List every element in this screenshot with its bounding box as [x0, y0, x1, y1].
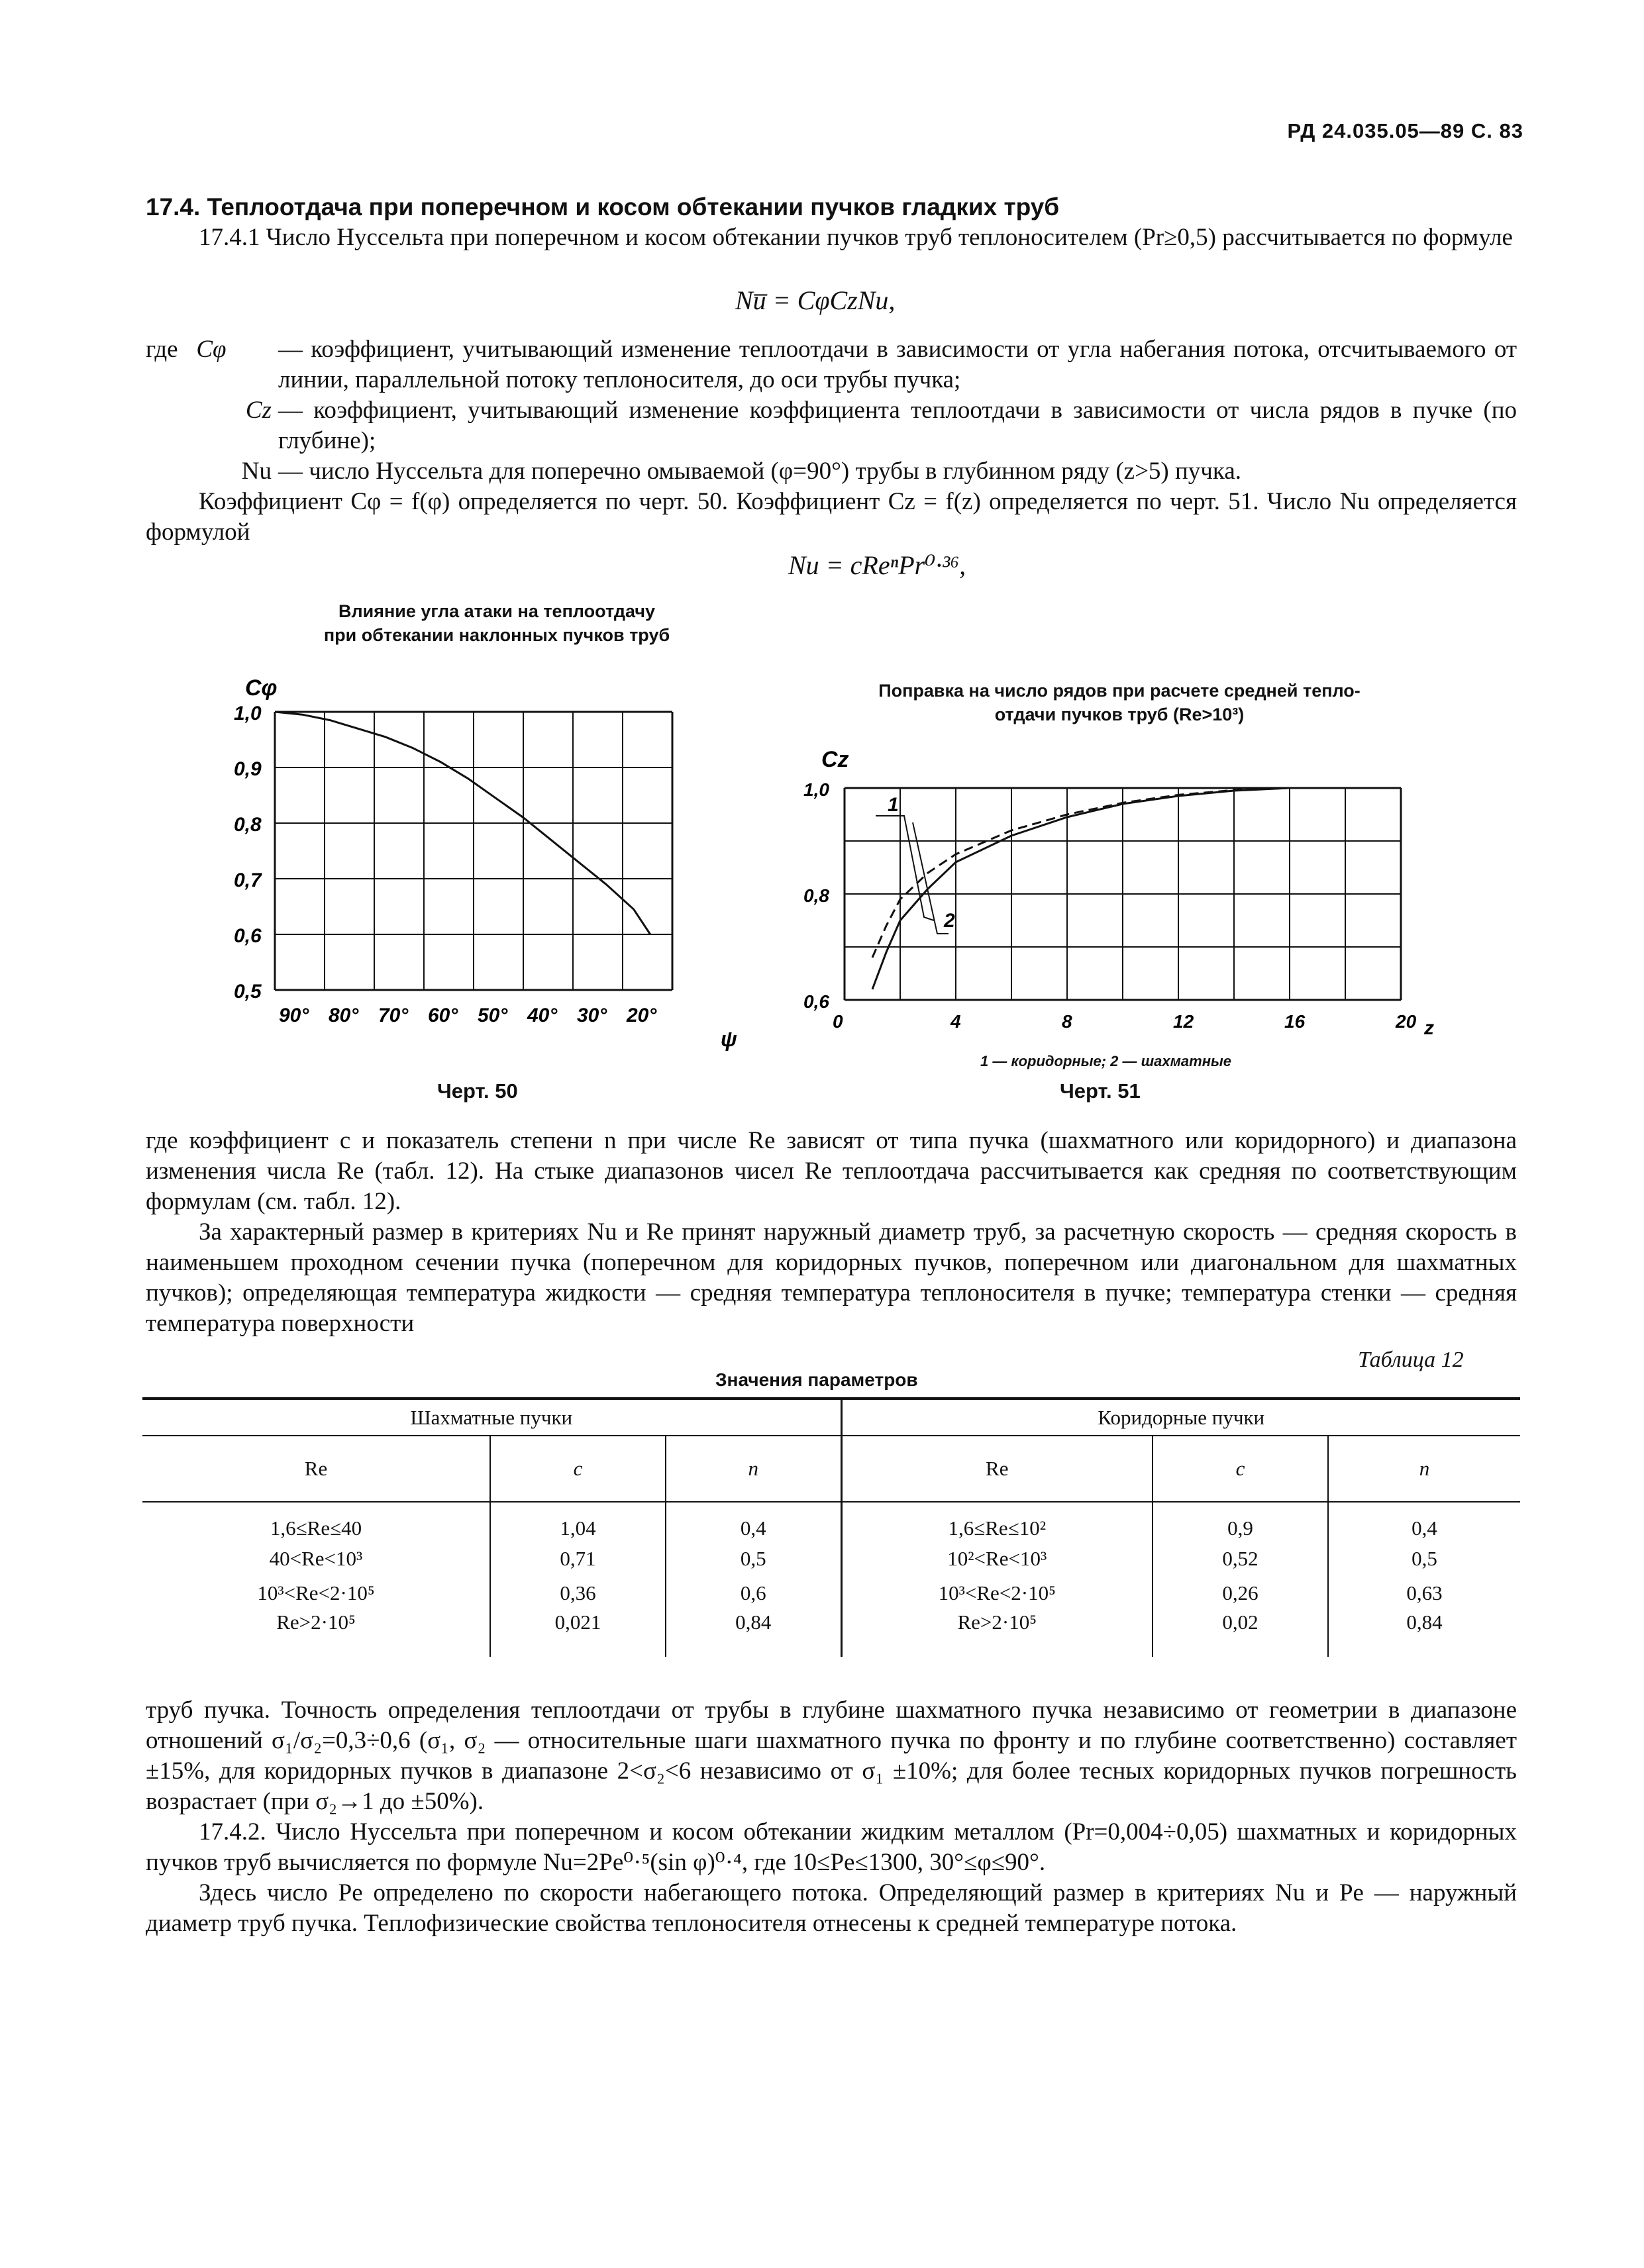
table-cell-n: 0,5	[666, 1542, 841, 1576]
table-cell-re: 40<Re<10³	[269, 1547, 363, 1570]
chart50-title: Влияние угла атаки на теплоотдачу при обтекании наклонных пучков труб	[323, 601, 670, 645]
chart51-leader-2	[913, 822, 949, 934]
chart51-leader-1	[876, 816, 934, 920]
chart51-x-tick-label: 20	[1396, 1011, 1417, 1032]
chart51-title: Поправка на число рядов при расчете средней тепло- отдачи пучков труб (Re>10³)	[878, 681, 1361, 724]
table-group-staggered: Шахматные пучки	[410, 1405, 573, 1429]
chart51-x-tick-label: 8	[1062, 1011, 1072, 1032]
chart50-grid	[275, 712, 672, 990]
page-header: РД 24.035.05—89 С. 83	[1287, 119, 1523, 142]
table-cell-re: 1,6≤Re≤40	[270, 1516, 362, 1540]
definition-symbol: Cz	[245, 397, 272, 424]
body-after-table	[146, 1695, 1517, 1939]
chart51-curve-label-1: 1	[888, 794, 899, 816]
table-header-re: Re	[304, 1457, 328, 1480]
chart50-y-tick-label: 1,0	[234, 703, 262, 724]
chart50-x-tick-label: 90°	[279, 1005, 309, 1026]
table-caption: Таблица 12	[1358, 1348, 1464, 1372]
chart51-x-tick-label: 16	[1284, 1011, 1306, 1032]
definition-symbol: где Cφ	[146, 336, 227, 363]
chart51-y-ticks	[803, 779, 829, 1012]
table-row	[142, 1610, 1520, 1657]
table-cell-c: 0,26	[1153, 1576, 1328, 1610]
chart50-y-tick-label: 0,7	[234, 869, 262, 891]
chart50-caption: Черт. 50	[437, 1079, 518, 1103]
table-cell-n: 0,4	[1328, 1502, 1520, 1542]
chart51	[795, 735, 1457, 1046]
table-cell-c: 0,52	[1153, 1542, 1328, 1576]
table-cell-c: 1,04	[490, 1502, 666, 1542]
table-cell-n: 0,84	[666, 1610, 841, 1657]
table-cell-c: 0,02	[1153, 1610, 1328, 1657]
body-after-charts	[146, 1126, 1517, 1339]
table-header-c: c	[1153, 1436, 1328, 1502]
definition-text: — число Нуссельта для поперечно омываемой (φ=90°) трубы в глубинном ряду (z>5) пучка.	[278, 458, 1242, 485]
definitions-list	[146, 334, 1517, 548]
chart51-curve-corridor	[872, 788, 1401, 989]
table-header-n: n	[666, 1436, 841, 1502]
chart50-y-ticks	[234, 703, 262, 1003]
table-cell-re: Re>2·10⁵	[841, 1610, 1153, 1657]
chart50-x-tick-label: 20°	[627, 1005, 657, 1026]
section-title: 17.4. Теплоотдача при поперечном и косом обтекании пучков гладких труб	[146, 193, 1060, 221]
chart50-ylabel: Cφ	[245, 675, 278, 701]
table-cell-re: 1,6≤Re≤10²	[841, 1502, 1153, 1542]
table-cell-n: 0,63	[1328, 1576, 1520, 1610]
chart51-caption: Черт. 51	[1060, 1079, 1141, 1103]
table-cell-re: Re>2·10⁵	[276, 1610, 356, 1634]
table-cell-c: 0,71	[490, 1542, 666, 1576]
parameters-table	[142, 1397, 1520, 1657]
table-cell-c: 0,36	[490, 1576, 666, 1610]
table-column-header	[142, 1436, 1520, 1502]
chart50-x-tick-label: 30°	[577, 1005, 607, 1026]
chart51-y-tick-label: 0,6	[803, 991, 829, 1012]
table-group-header	[142, 1399, 1520, 1436]
chart51-x-tick-label: 12	[1173, 1011, 1194, 1032]
definition-row	[146, 395, 1517, 456]
definition-row	[146, 456, 1517, 487]
chart51-x-tick-label: 4	[950, 1011, 961, 1032]
paragraph-17-4-2: 17.4.2. Число Нуссельта при поперечном и косом обтекании жидким металлом (Pr=0,004÷0,05) шахматных и коридорных пучков труб вычисляется по формуле Nu=2Pe⁰·⁵(sin φ)⁰·⁴, где 10≤Pe≤1300, 30°≤φ≤90°.	[146, 1818, 1517, 1876]
chart50-x-ticks	[279, 1005, 657, 1026]
table-cell-n: 0,84	[1328, 1610, 1520, 1657]
table-row	[142, 1576, 1520, 1610]
chart51-xlabel: z	[1424, 1017, 1434, 1039]
definition-text: — коэффициент, учитывающий изменение теплоотдачи в зависимости от угла набегания потока, отсчитываемого от линии, параллельной потоку теплоносителя, до оси трубы пучка;	[278, 336, 1517, 393]
chart51-x-tick-label: 0	[833, 1011, 843, 1032]
table-cell-c: 0,9	[1153, 1502, 1328, 1542]
table-cell-n: 0,4	[666, 1502, 841, 1542]
chart50	[219, 669, 755, 1066]
chart51-legend: 1 — коридорные; 2 — шахматные	[980, 1053, 1232, 1069]
chart50-y-tick-label: 0,9	[234, 758, 262, 780]
chart50-x-tick-label: 40°	[527, 1005, 558, 1026]
table-cell-re: 10³<Re<2·10⁵	[257, 1581, 375, 1604]
table-header-re: Re	[841, 1436, 1153, 1502]
chart51-x-ticks	[833, 1011, 1417, 1032]
paragraph-coefficients-c-n: где коэффициент c и показатель степени n при числе Re зависят от типа пучка (шахматного или коридорного) и диапазона изменения числа Re (табл. 12). На стыке диапазонов чисел Re теплоотдача рассчитывается как средняя по соответствующим формулам (см. табл. 12).	[146, 1127, 1517, 1215]
formula-nu-mean: Nu̅ = CφCzNu,	[735, 285, 896, 315]
formula-nu: Nu = cReⁿPr⁰·³⁶,	[788, 550, 966, 580]
chart51-curve-label-2: 2	[944, 910, 955, 932]
section-intro	[146, 192, 1517, 253]
table-header-c: c	[490, 1436, 666, 1502]
paragraph-17-4-1: 17.4.1 Число Нуссельта при поперечном и косом обтекании пучков труб теплоносителем (Pr≥0,5) рассчитывается по формуле	[199, 224, 1513, 251]
table-group-corridor: Коридорные пучки	[841, 1399, 1520, 1436]
definition-symbol: Nu	[241, 458, 272, 485]
paragraph-coefficients: Коэффициент Cφ = f(φ) определяется по черт. 50. Коэффициент Cz = f(z) определяется по черт. 51. Число Nu определяется формулой	[146, 488, 1517, 546]
table-cell-n: 0,5	[1328, 1542, 1520, 1576]
chart50-y-tick-label: 0,8	[234, 814, 262, 836]
chart51-ylabel: Cz	[821, 747, 849, 772]
table-cell-n: 0,6	[666, 1576, 841, 1610]
chart51-y-tick-label: 1,0	[803, 779, 829, 800]
chart51-y-tick-label: 0,8	[803, 885, 829, 906]
table-cell-re: 10²<Re<10³	[841, 1542, 1153, 1576]
chart50-x-tick-label: 50°	[478, 1005, 508, 1026]
paragraph-pe-definition: Здесь число Pe определено по скорости набегающего потока. Определяющий размер в критериях Nu и Pe — наружный диаметр труб пучка. Теплофизические свойства теплоносителя отнесены к средней температуре потока.	[146, 1879, 1517, 1937]
chart50-x-tick-label: 60°	[428, 1005, 458, 1026]
table-row	[142, 1502, 1520, 1542]
chart50-x-tick-label: 80°	[329, 1005, 359, 1026]
definition-row	[146, 334, 1517, 395]
chart50-y-tick-label: 0,5	[234, 981, 262, 1003]
table-cell-re: 10³<Re<2·10⁵	[841, 1576, 1153, 1610]
chart50-x-tick-label: 70°	[378, 1005, 409, 1026]
table-title: Значения параметров	[715, 1369, 918, 1390]
paragraph-characteristic-size: За характерный размер в критериях Nu и Re принят наружный диаметр труб, за расчетную скорость — средняя скорость в наименьшем проходном сечении пучка (поперечном для коридорных пучков, поперечном или диагональном для шахматных пучков); определяющая температура жидкости — средняя температура теплоносителя в пучке; температура стенки — средняя температура поверхности	[146, 1218, 1517, 1337]
table-header-n: n	[1328, 1436, 1520, 1502]
chart50-y-tick-label: 0,6	[234, 925, 262, 947]
table-cell-c: 0,021	[490, 1610, 666, 1657]
chart51-curve-staggered	[872, 788, 1401, 958]
paragraph-accuracy: труб пучка. Точность определения теплоотдачи от трубы в глубине шахматного пучка независимо от геометрии в диапазоне отношений σ₁/σ₂=0,3÷0,6 (σ₁, σ₂ — относительные шаги шахматного пучка по фронту и по глубине соответственно) составляет ±15%, для коридорных пучков в диапазоне 2<σ₂<6 независимо от σ₁ ±10%; для более тесных коридорных пучков погрешность возрастает (при σ₂→1 до ±50%).	[146, 1697, 1517, 1815]
table-row	[142, 1542, 1520, 1576]
chart50-xlabel: ψ	[721, 1027, 737, 1051]
definition-text: — коэффициент, учитывающий изменение коэффициента теплоотдачи в зависимости от числа рядов в пучке (по глубине);	[278, 397, 1517, 454]
